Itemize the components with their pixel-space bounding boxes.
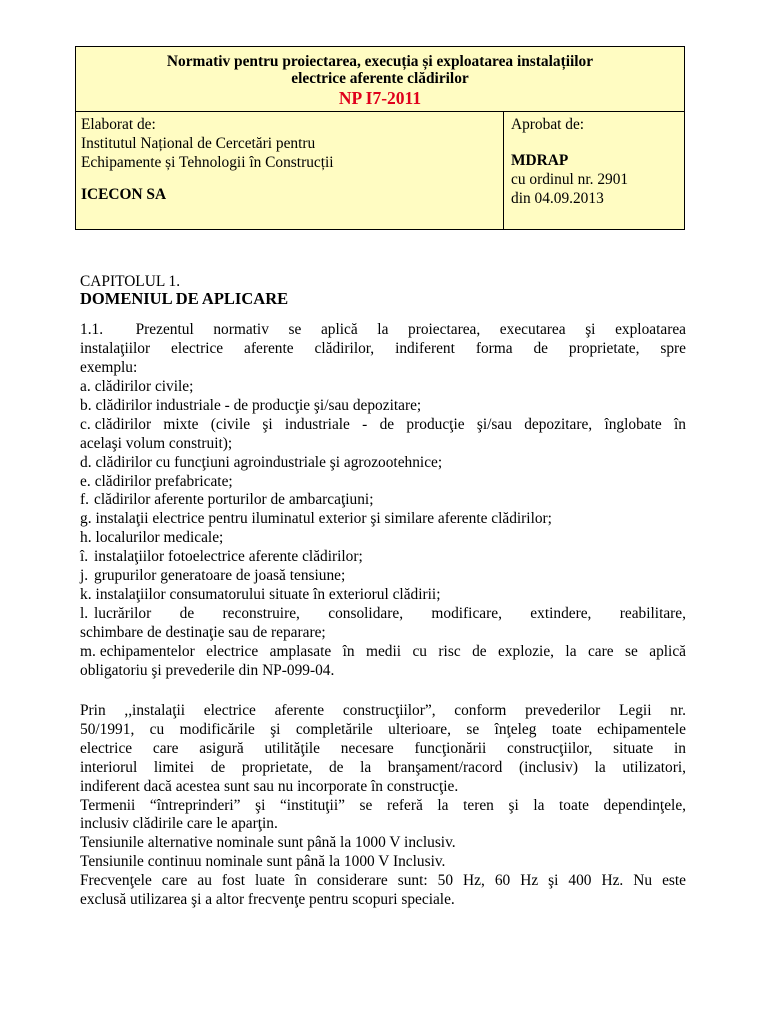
list-text: clădirilor aferente porturilor de ambarcaţiuni; (94, 491, 374, 509)
order-number: cu ordinul nr. 2901 (511, 171, 629, 188)
body-line: interiorul limitei de proprietate, de la branşament/racord (inclusiv) la utilizatori, (80, 758, 686, 776)
list-letter: b. (80, 396, 92, 414)
elaborated-by-label: Elaborat de: (81, 116, 156, 133)
intro-line-3: exemplu: (80, 358, 138, 376)
list-item (80, 416, 686, 435)
list-text: clădirilor industriale - de producţie şi/sau depozitare; (95, 396, 422, 414)
list-item (80, 378, 686, 397)
list-item (80, 491, 686, 510)
list-continuation: obligatoriu şi prevederile din NP-099-04. (80, 661, 335, 679)
company-name: ICECON SA (81, 186, 167, 203)
institute-line-2: Echipamente și Tehnologii în Construcții (81, 154, 334, 171)
list-letter: e. (80, 472, 91, 490)
body-line: 50/1991, cu modificările şi completările ulterioare, se înţeleg toate echipamentele (80, 720, 686, 738)
body-line: electrice care asigură utilităţile necesare funcţionării construcţiilor, situate in (80, 739, 686, 757)
list-letter: h. (80, 529, 92, 547)
list-text: instalaţiilor fotoelectrice aferente clădirilor; (94, 548, 363, 566)
list-continuation: acelaşi volum construit); (80, 434, 233, 452)
list-continuation: schimbare de destinaţie sau de reparare; (80, 623, 326, 641)
list-letter: f. (80, 491, 89, 509)
list-text: clădirilor mixte (civile şi industriale - de producţie şi/sau depozitare, înglobate în (94, 415, 686, 433)
list-item (80, 586, 686, 605)
application-list (80, 378, 686, 681)
body-line: exclusă utilizarea şi a altor frecvenţe pentru scopuri speciale. (80, 891, 455, 909)
list-item (80, 454, 686, 473)
elaborated-by-cell (81, 115, 501, 204)
list-item (80, 548, 686, 567)
list-item (80, 529, 686, 548)
list-text: instalaţiilor consumatorului situate în exteriorul clădirii; (95, 585, 441, 603)
intro-paragraph (80, 321, 686, 378)
list-text: clădirilor civile; (94, 378, 194, 395)
chapter-title: DOMENIUL DE APLICARE (80, 289, 289, 308)
body-line: Prin ,,instalaţii electrice aferente construcţiilor”, conform prevederilor Legii nr. (80, 702, 686, 719)
list-letter: c. (80, 415, 91, 433)
body-line: Termenii “întreprinderi” şi “instituţii” se referă la teren şi la toate dependinţele, (80, 796, 686, 814)
header-divider (503, 111, 504, 229)
body-line: inclusiv clădirile care le aparţin. (80, 815, 278, 833)
institute-line-1: Institutul Național de Cercetări pentru (81, 135, 316, 152)
list-text: lucrărilor de reconstruire, consolidare, modificare, extindere, reabilitare, (94, 604, 686, 622)
list-text: clădirilor prefabricate; (94, 472, 233, 490)
list-text: localurilor medicale; (95, 529, 224, 547)
list-item (80, 510, 686, 529)
list-item (80, 397, 686, 416)
intro-line-1-text: Prezentul normativ se aplică la proiectarea, executarea şi exploatarea (135, 321, 686, 338)
section-number: 1.1. (80, 321, 104, 338)
approving-authority: MDRAP (511, 152, 569, 169)
document-code: NP I7-2011 (338, 88, 422, 108)
body-line: Tensiunile alternative nominale sunt până la 1000 V inclusiv. (80, 834, 456, 852)
title-line-1: Normativ pentru proiectarea, execuția și exploatarea instalațiilor (166, 53, 594, 70)
list-text: clădirilor cu funcţiuni agroindustriale şi agrozootehnice; (95, 453, 443, 471)
approved-by-cell (511, 115, 681, 208)
list-letter: j. (80, 567, 89, 585)
list-text: echipamentelor electrice amplasate în medii cu risc de explozie, la care se aplică (99, 642, 686, 660)
list-letter: g. (80, 510, 92, 528)
list-item (80, 567, 686, 586)
list-letter: l. (80, 604, 89, 622)
document-title (96, 53, 664, 87)
list-letter: k. (80, 585, 92, 603)
list-text: instalaţii electrice pentru iluminatul exterior şi similare aferente clădirilor; (95, 510, 552, 528)
list-item (80, 643, 686, 662)
list-letter: m. (80, 642, 96, 660)
definitions-paragraph (80, 702, 686, 910)
list-letter: d. (80, 453, 92, 471)
order-date: din 04.09.2013 (511, 190, 604, 207)
intro-line-2: instalaţiilor electrice aferente clădirilor, indiferent forma de proprietate, spre (80, 339, 686, 357)
list-letter: î. (80, 548, 89, 566)
list-text: grupurilor generatoare de joasă tensiune; (94, 567, 346, 585)
list-item (80, 605, 686, 624)
body-line: Tensiunile continuu nominale sunt până la 1000 V Inclusiv. (80, 853, 446, 871)
title-line-2: electrice aferente clădirilor (291, 70, 469, 87)
header-title-cell (76, 47, 684, 112)
list-item (80, 473, 686, 492)
header-box (75, 46, 685, 230)
intro-line-1 (80, 321, 686, 340)
chapter-number: CAPITOLUL 1. (80, 273, 181, 290)
list-letter: a. (80, 378, 91, 395)
body-line: indiferent dacă acestea sunt sau nu incorporate în construcţie. (80, 777, 459, 795)
body-line: Frecvenţele care au fost luate în considerare sunt: 50 Hz, 60 Hz şi 400 Hz. Nu este (80, 872, 686, 890)
approved-by-label: Aprobat de: (511, 116, 585, 133)
